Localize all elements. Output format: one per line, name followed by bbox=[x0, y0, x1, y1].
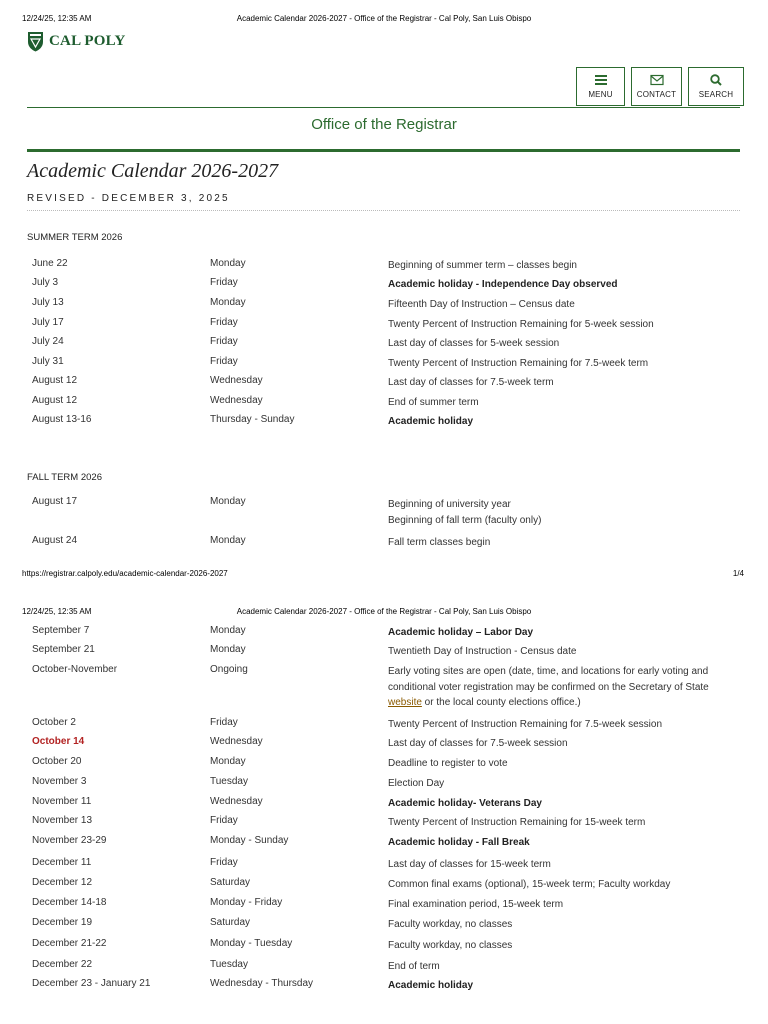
office-title[interactable]: Office of the Registrar bbox=[311, 116, 457, 133]
print-doc-title: Academic Calendar 2026-2027 - Office of the Registrar - Cal Poly, San Luis Obispo bbox=[236, 607, 532, 616]
row-day: Monday bbox=[210, 496, 246, 507]
menu-button[interactable] bbox=[576, 67, 625, 106]
row-event: Last day of classes for 5-week session bbox=[388, 338, 560, 349]
row-day: Tuesday bbox=[210, 776, 248, 787]
print-timestamp: 12/24/25, 12:35 AM bbox=[22, 607, 92, 616]
print-doc-title: Academic Calendar 2026-2027 - Office of the Registrar - Cal Poly, San Luis Obispo bbox=[236, 14, 532, 23]
row-date: August 24 bbox=[32, 535, 78, 546]
row-event-line: Beginning of fall term (faculty only) bbox=[388, 514, 542, 526]
row-event-line: Beginning of university year bbox=[388, 499, 511, 510]
row-day: Monday - Friday bbox=[210, 897, 283, 908]
row-day: Monday bbox=[210, 258, 246, 269]
row-event: Fall term classes begin bbox=[388, 537, 491, 548]
row-day: Thursday - Sunday bbox=[210, 414, 295, 425]
print-header bbox=[0, 14, 768, 28]
secretary-of-state-link[interactable]: website bbox=[388, 697, 422, 708]
row-date: November 11 bbox=[32, 796, 92, 807]
row-event: Twenty Percent of Instruction Remaining for 15-week term bbox=[388, 817, 646, 828]
menu-icon bbox=[594, 74, 608, 86]
header-nav bbox=[576, 67, 744, 106]
row-event-text: or the local county elections office.) bbox=[421, 697, 581, 708]
contact-button[interactable] bbox=[631, 67, 682, 106]
envelope-icon bbox=[650, 74, 664, 86]
row-date: December 11 bbox=[32, 857, 92, 868]
page-title: Academic Calendar 2026-2027 bbox=[27, 160, 279, 182]
cal-poly-shield-icon bbox=[27, 31, 44, 52]
search-button[interactable] bbox=[688, 67, 744, 106]
row-event: Final examination period, 15-week term bbox=[388, 899, 564, 910]
row-date: December 22 bbox=[32, 959, 93, 970]
row-day: Wednesday bbox=[210, 736, 263, 747]
row-date: September 21 bbox=[32, 644, 95, 655]
row-event: Last day of classes for 15-week term bbox=[388, 859, 551, 870]
row-event: Faculty workday, no classes bbox=[388, 940, 513, 951]
row-day: Monday bbox=[210, 644, 246, 655]
row-date: October 20 bbox=[32, 756, 82, 767]
row-date: December 14-18 bbox=[32, 897, 107, 908]
row-date: December 12 bbox=[32, 877, 93, 888]
row-day: Monday - Sunday bbox=[210, 835, 289, 846]
revised-date: REVISED - DECEMBER 3, 2025 bbox=[27, 193, 230, 204]
row-event bbox=[388, 664, 740, 711]
row-date: July 17 bbox=[32, 317, 64, 328]
row-day: Monday bbox=[210, 625, 246, 636]
row-day: Friday bbox=[210, 857, 238, 868]
row-day: Wednesday - Thursday bbox=[210, 978, 314, 989]
cal-poly-wordmark: CAL POLY bbox=[49, 33, 126, 49]
row-date: August 17 bbox=[32, 496, 78, 507]
print-header bbox=[0, 607, 768, 621]
row-event: Twenty Percent of Instruction Remaining for 7.5-week session bbox=[388, 719, 663, 730]
menu-label: MENU bbox=[588, 90, 613, 99]
row-date: July 13 bbox=[32, 297, 64, 308]
row-event: Common final exams (optional), 15-week term; Faculty workday bbox=[388, 879, 671, 890]
row-date: July 24 bbox=[32, 336, 64, 347]
row-event: Fifteenth Day of Instruction – Census date bbox=[388, 299, 575, 310]
row-date: November 23-29 bbox=[32, 835, 107, 846]
row-day: Saturday bbox=[210, 877, 251, 888]
row-date: November 3 bbox=[32, 776, 87, 787]
row-day: Monday bbox=[210, 756, 246, 767]
row-date: October 2 bbox=[32, 717, 76, 728]
search-icon bbox=[709, 74, 723, 86]
row-event: Academic holiday bbox=[388, 980, 474, 991]
row-day: Monday bbox=[210, 535, 246, 546]
row-date: August 12 bbox=[32, 375, 78, 386]
row-event: End of summer term bbox=[388, 397, 479, 408]
row-event: Deadline to register to vote bbox=[388, 758, 508, 769]
print-url: https://registrar.calpoly.edu/academic-calendar-2026-2027 bbox=[22, 569, 228, 578]
row-event: Academic holiday bbox=[388, 416, 474, 427]
row-event: Academic holiday - Fall Break bbox=[388, 837, 530, 848]
fall-term-heading: FALL TERM 2026 bbox=[27, 472, 102, 483]
search-label: SEARCH bbox=[698, 90, 734, 99]
dotted-divider bbox=[27, 210, 740, 211]
row-date: October-November bbox=[32, 664, 118, 675]
contact-label: CONTACT bbox=[636, 90, 677, 99]
row-event-line: Early voting sites are open (date, time, and locations for early voting and bbox=[388, 666, 709, 677]
row-day: Monday - Tuesday bbox=[210, 938, 293, 949]
row-day: Friday bbox=[210, 356, 238, 367]
row-day: Friday bbox=[210, 277, 238, 288]
row-event: Beginning of summer term – classes begin bbox=[388, 260, 577, 271]
row-date: October 14 bbox=[32, 736, 85, 747]
row-date: June 22 bbox=[32, 258, 68, 269]
title-divider bbox=[27, 149, 740, 152]
row-day: Saturday bbox=[210, 917, 251, 928]
row-day: Friday bbox=[210, 336, 238, 347]
row-date: August 13-16 bbox=[32, 414, 92, 425]
row-event bbox=[388, 497, 740, 528]
row-date: December 21-22 bbox=[32, 938, 107, 949]
header-divider bbox=[27, 107, 740, 108]
row-date: December 23 - January 21 bbox=[32, 978, 151, 989]
row-day: Friday bbox=[210, 317, 238, 328]
row-date: December 19 bbox=[32, 917, 93, 928]
row-event: Academic holiday - Independence Day observed bbox=[388, 279, 618, 290]
row-date: July 3 bbox=[32, 277, 59, 288]
row-event: Last day of classes for 7.5-week term bbox=[388, 377, 554, 388]
row-event: Academic holiday- Veterans Day bbox=[388, 798, 542, 809]
row-event-line: conditional voter registration may be confirmed on the Secretary of State bbox=[388, 681, 709, 693]
row-date: September 7 bbox=[32, 625, 90, 636]
row-event: Academic holiday – Labor Day bbox=[388, 627, 534, 638]
row-event: Twentieth Day of Instruction - Census date bbox=[388, 646, 577, 657]
row-day: Wednesday bbox=[210, 796, 263, 807]
row-day: Wednesday bbox=[210, 375, 263, 386]
row-event: Faculty workday, no classes bbox=[388, 919, 513, 930]
row-event: Twenty Percent of Instruction Remaining for 5-week session bbox=[388, 319, 654, 330]
row-event: Last day of classes for 7.5-week session bbox=[388, 738, 568, 749]
row-day: Wednesday bbox=[210, 395, 263, 406]
row-day: Friday bbox=[210, 717, 238, 728]
row-event: Twenty Percent of Instruction Remaining for 7.5-week term bbox=[388, 358, 649, 369]
summer-term-heading: SUMMER TERM 2026 bbox=[27, 232, 123, 243]
row-event: Election Day bbox=[388, 778, 445, 789]
row-day: Tuesday bbox=[210, 959, 248, 970]
row-day: Ongoing bbox=[210, 664, 248, 675]
row-event: End of term bbox=[388, 961, 440, 972]
row-day: Friday bbox=[210, 815, 238, 826]
row-date: July 31 bbox=[32, 356, 64, 367]
row-day: Monday bbox=[210, 297, 246, 308]
print-page-number: 1/4 bbox=[732, 569, 744, 578]
row-date: November 13 bbox=[32, 815, 93, 826]
row-date: August 12 bbox=[32, 395, 78, 406]
cal-poly-logo[interactable] bbox=[27, 31, 125, 52]
row-event-line bbox=[388, 695, 740, 711]
print-timestamp: 12/24/25, 12:35 AM bbox=[22, 14, 92, 23]
